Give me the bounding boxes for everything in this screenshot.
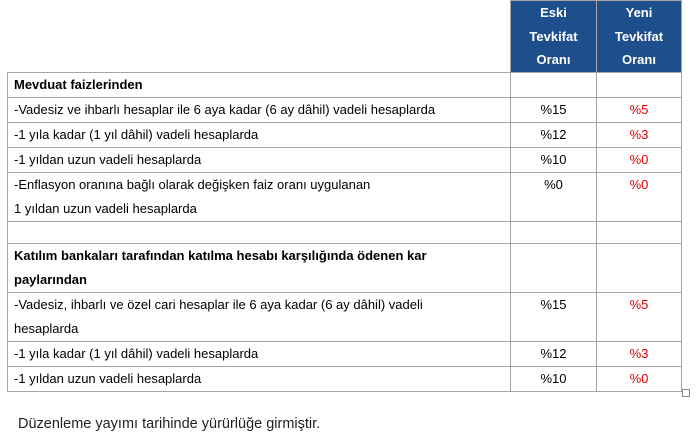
header-old-rate (511, 1, 597, 73)
header-new-line2: Tevkifat (614, 28, 664, 44)
table-row (8, 341, 682, 366)
new-rate-cell: %5 (597, 97, 682, 122)
row-label-line1: -Vadesiz, ihbarlı ve özel cari hesaplar ile 6 aya kadar (6 ay dâhil) vadeli (14, 296, 423, 312)
header-old-line1: Eski (540, 5, 567, 20)
new-rate-cell: %0 (597, 366, 682, 391)
section-title-participation (8, 243, 511, 292)
section-title-deposit: Mevduat faizlerinden (8, 72, 511, 97)
row-label: -1 yıldan uzun vadeli hesaplarda (8, 147, 511, 172)
empty-cell (511, 243, 597, 292)
section-title-line2: paylarından (14, 271, 87, 287)
table-row (8, 122, 682, 147)
table-row (8, 292, 682, 341)
table-resize-handle[interactable] (682, 389, 690, 397)
section-row-deposit (8, 72, 682, 97)
table-header-row (8, 1, 682, 73)
empty-cell (8, 221, 511, 243)
row-label: -1 yıla kadar (1 yıl dâhil) vadeli hesaplarda (8, 122, 511, 147)
old-rate-cell: %10 (511, 366, 597, 391)
new-rate-cell: %0 (597, 147, 682, 172)
header-old-line3: Oranı (536, 52, 571, 67)
row-label: -Vadesiz ve ihbarlı hesaplar ile 6 aya kadar (6 ay dâhil) vadeli hesaplarda (8, 97, 511, 122)
row-label-line2: 1 yıldan uzun vadeli hesaplarda (14, 200, 197, 216)
row-label-line2: hesaplarda (14, 320, 79, 336)
old-rate-cell: %10 (511, 147, 597, 172)
header-new-line3: Oranı (622, 52, 656, 67)
header-new-line1: Yeni (625, 5, 653, 20)
old-rate-cell: %15 (511, 97, 597, 122)
row-label: -1 yıla kadar (1 yıl dâhil) vadeli hesaplarda (8, 341, 511, 366)
empty-cell (597, 221, 682, 243)
new-rate-cell: %3 (597, 341, 682, 366)
empty-cell (511, 72, 597, 97)
row-label (8, 172, 511, 221)
old-rate-cell: %15 (511, 292, 597, 341)
new-rate-cell: %0 (597, 172, 682, 221)
tax-rate-table (7, 0, 682, 392)
row-label (8, 292, 511, 341)
old-rate-cell: %12 (511, 341, 597, 366)
footnote: Düzenleme yayımı tarihinde yürürlüğe girmiştir. (18, 416, 321, 432)
row-label-line1: -Enflasyon oranına bağlı olarak değişken faiz oranı uygulanan (14, 176, 371, 192)
empty-cell (597, 243, 682, 292)
header-old-line2: Tevkifat (529, 28, 578, 44)
empty-cell (511, 221, 597, 243)
table-row (8, 97, 682, 122)
new-rate-cell: %3 (597, 122, 682, 147)
table-row (8, 366, 682, 391)
old-rate-cell: %0 (511, 172, 597, 221)
new-rate-cell: %5 (597, 292, 682, 341)
old-rate-cell: %12 (511, 122, 597, 147)
header-new-rate (597, 1, 682, 73)
header-blank-cell (8, 1, 511, 73)
empty-cell (597, 72, 682, 97)
table-row (8, 172, 682, 221)
section-title-line1: Katılım bankaları tarafından katılma hesabı karşılığında ödenen kar (14, 247, 427, 263)
row-label: -1 yıldan uzun vadeli hesaplarda (8, 366, 511, 391)
section-row-participation (8, 243, 682, 292)
table-row (8, 147, 682, 172)
spacer-row (8, 221, 682, 243)
